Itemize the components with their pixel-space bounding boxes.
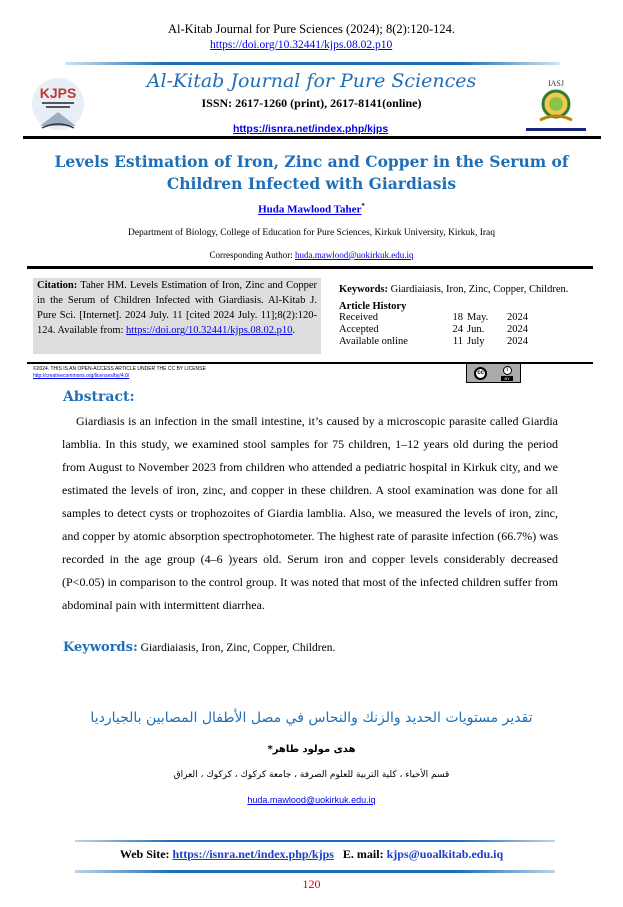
corresponding-email-link[interactable]: huda.mawlood@uokirkuk.edu.iq <box>294 250 414 260</box>
history-day: 24 <box>452 324 463 335</box>
history-day: 18 <box>452 312 463 323</box>
corresponding-label: Corresponding Author: <box>209 250 293 260</box>
arabic-email-link[interactable]: huda.mawlood@uokirkuk.edu.iq <box>247 795 376 805</box>
license-link[interactable]: http://creativecommons.org/licenses/by/4.0/ <box>33 373 130 379</box>
paper-title-line-2: Children Infected with Giardiasis <box>166 174 457 193</box>
svg-text:KJPS: KJPS <box>39 85 77 101</box>
abstract-heading: Abstract: <box>63 389 135 405</box>
citation-box <box>33 278 321 354</box>
svg-text:IASJ: IASJ <box>547 79 565 88</box>
citation-text: Taher HM. Levels Estimation of Iron, Zinc and Copper in the Serum of Children Infected with Giardiasis. Al-Kitab J. Pure Sci. [Internet]. 2024 July. 11 [cited 2024 July. 11];8(2):120-124. Available from: <box>37 280 317 336</box>
corresponding-author <box>0 250 623 260</box>
header-rule <box>23 136 601 139</box>
person-icon: i <box>503 366 512 375</box>
license-text: ©2024. THIS IS AN OPEN-ACCESS ARTICLE UNDER THE CC BY LICENSE <box>33 366 206 372</box>
history-row-received <box>339 312 599 324</box>
author-mark: * <box>361 202 365 210</box>
history-year: 2024 <box>507 312 528 323</box>
arabic-title: تقدير مستويات الحديد والزنك والنحاس في مصل الأطفال المصابين بالجيارديا <box>90 710 533 726</box>
history-label: Received <box>339 312 379 323</box>
arabic-affiliation: قسم الأحياء ، كلية التربية للعلوم الصرفة ، جامعة كركوك ، كركوك ، العراق <box>173 770 450 780</box>
history-year: 2024 <box>507 336 528 347</box>
journal-site-link[interactable]: https://isnra.net/index.php/kjps <box>233 123 389 135</box>
journal-title: Al-Kitab Journal for Pure Sciences <box>146 70 477 92</box>
footer-email[interactable]: kjps@uoalkitab.edu.iq <box>386 847 504 861</box>
citation-suffix: . <box>292 325 296 336</box>
license-notice <box>33 366 206 380</box>
by-icon-group <box>501 366 512 381</box>
history-label: Accepted <box>339 324 379 335</box>
paper-title <box>0 151 623 195</box>
keywords-label: Keywords: <box>63 640 138 655</box>
citation-doi-link[interactable]: https://doi.org/10.32441/kjps.08.02.p10 <box>126 325 293 336</box>
history-row-online <box>339 336 599 348</box>
doi-link[interactable]: https://doi.org/10.32441/kjps.08.02.p10 <box>210 39 393 51</box>
sidebar-keywords-text: Giardiaiasis, Iron, Zinc, Copper, Children. <box>388 284 569 295</box>
history-month: May. <box>467 312 489 323</box>
author-line <box>0 202 623 216</box>
website-link[interactable]: https://isnra.net/index.php/kjps <box>172 847 334 861</box>
page-number: 120 <box>302 877 321 891</box>
issn: ISSN: 2617-1260 (print), 2617-8141(online) <box>201 96 422 110</box>
website-label: Web Site: <box>119 847 170 861</box>
title-rule <box>27 266 593 269</box>
footer-contact <box>0 847 623 862</box>
header-divider <box>65 62 560 65</box>
history-label: Available online <box>339 336 408 347</box>
iasj-logo <box>520 76 592 136</box>
author-link[interactable]: Huda Mawlood Taher <box>258 203 362 216</box>
cc-by-badge[interactable] <box>466 363 521 383</box>
history-row-accepted <box>339 324 599 336</box>
arabic-email-line <box>0 795 623 805</box>
email-label: E. mail: <box>342 847 384 861</box>
footer-rule-bottom <box>75 870 555 873</box>
sidebar-keywords-label: Keywords: <box>339 284 388 295</box>
affiliation: Department of Biology, College of Education for Pure Sciences, Kirkuk University, Kirkuk, Iraq <box>127 228 496 238</box>
history-year: 2024 <box>507 324 528 335</box>
article-info <box>339 284 599 348</box>
footer-rule-top <box>75 840 555 842</box>
history-day: 11 <box>452 336 463 347</box>
arabic-author: هدى مولود طاهر* <box>267 744 356 755</box>
history-month: July <box>467 336 485 347</box>
cc-icon: cc <box>474 367 487 380</box>
paper-title-line-1: Levels Estimation of Iron, Zinc and Copper in the Serum of <box>54 152 569 171</box>
abstract-body: Giardiasis is an infection in the small intestine, it’s caused by a microscopic parasite called Giardia lamblia. In this study, we examined stool samples for 75 children, 1–12 years old during the period from August to November 2023 from children who attended a pediatric hospital in Kirkuk city, and we estimated the levels of iron, zinc, and copper in these children. A stool examination was done for all samples to detect cysts or trophozoites of Giardia lamblia. Also, we measured the levels of iron, zinc, and copper by atomic absorption spectrophotometer. The highest rate of parasite infection (66.7%) was recorded in the age group (4–6 )years old. Serum iron and copper levels considerably decreased (P<0.05) in comparison to the control group. It was noted that most of the infected children suffer from abdominal pain with intermittent diarrhea. <box>62 414 558 612</box>
citation-label: Citation: <box>37 280 78 291</box>
history-month: Jun. <box>467 324 485 335</box>
sidebar-keywords <box>339 284 599 295</box>
keywords-text: Giardiaiasis, Iron, Zinc, Copper, Children. <box>137 642 336 654</box>
abstract-keywords <box>63 640 335 655</box>
article-history-title: Article History <box>339 301 407 312</box>
by-label: BY <box>501 376 512 381</box>
running-head: Al-Kitab Journal for Pure Sciences (2024); 8(2):120-124. <box>167 22 456 36</box>
